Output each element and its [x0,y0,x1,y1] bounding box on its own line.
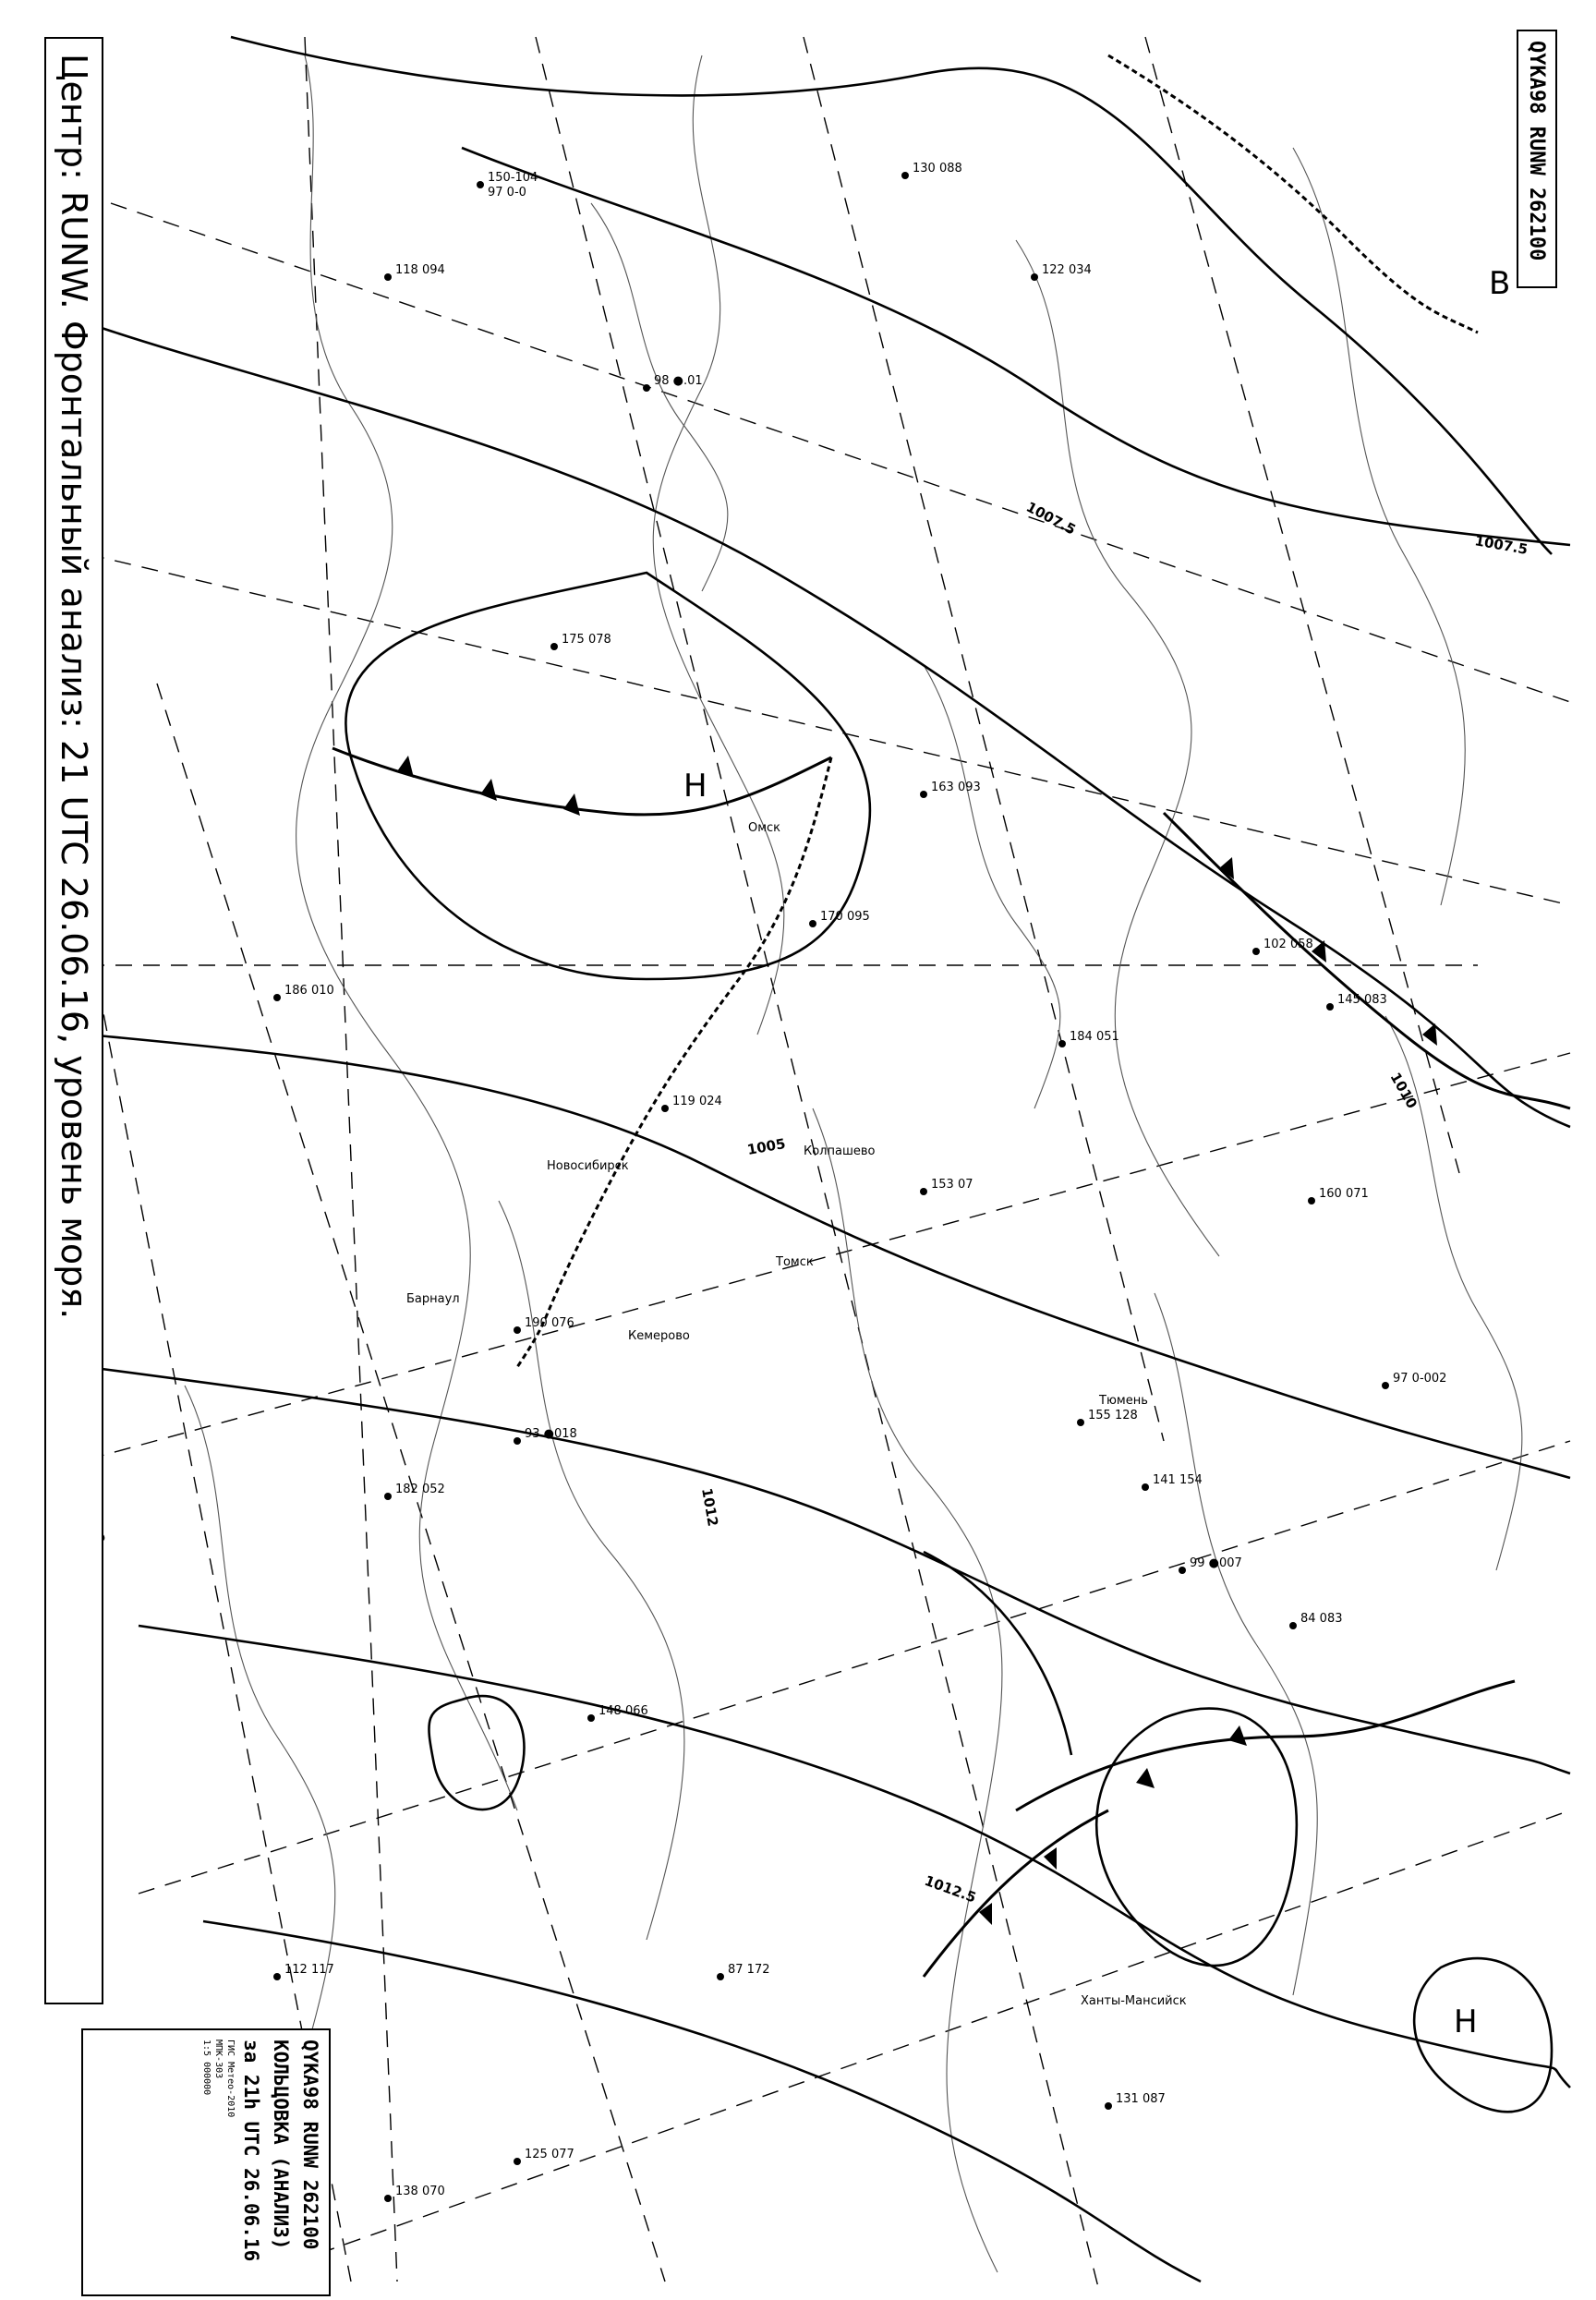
svg-text:182 052: 182 052 [395,1483,445,1496]
svg-text:125 077: 125 077 [525,2148,574,2161]
svg-text:122 034: 122 034 [1042,263,1092,277]
svg-text:153 07: 153 07 [931,1178,973,1192]
svg-text:131 087: 131 087 [1116,2092,1166,2106]
svg-text:130 088: 130 088 [913,162,962,176]
city-label: Томск [776,1255,814,1269]
svg-text:87 172: 87 172 [728,1963,770,1977]
high-pressure-label: В [1489,265,1511,302]
isobar-label: 1005 [745,1134,787,1158]
svg-text:84 083: 84 083 [1300,1612,1343,1626]
city-label: Тюмень [1099,1394,1148,1408]
low-pressure-label: Н [683,768,707,805]
svg-text:160 071: 160 071 [1319,1187,1369,1201]
isobar-label: 1012 [698,1486,722,1528]
svg-text:150-104: 150-104 [488,171,538,185]
low-pressure-label: Н [1454,2003,1478,2040]
isobar-label: 1010 [1386,1070,1421,1112]
svg-text:175 078: 175 078 [562,633,611,647]
svg-text:141 154: 141 154 [1153,1473,1203,1487]
bulletin-code-label: QYKA98 RUNW 262100 [1517,30,1557,288]
svg-text:155 128: 155 128 [1088,1409,1138,1422]
city-label: Барнаул [406,1292,460,1306]
svg-text:102 058: 102 058 [1264,938,1313,951]
svg-text:184 051: 184 051 [1070,1030,1119,1044]
stamp-code: QYKA98 RUNW 262100 [299,2040,321,2250]
isobar-label: 1007.5 [1023,498,1079,539]
stamp-scale: 1:5 000000 [201,2040,212,2096]
svg-text:99 ●007: 99 ●007 [1190,1556,1242,1570]
map-header [44,37,103,2004]
svg-text:119 024: 119 024 [672,1095,722,1108]
city-label: Ханты-Мансийск [1081,1994,1187,2008]
svg-text:98 ●.01: 98 ●.01 [654,374,703,388]
svg-text:170 095: 170 095 [820,910,870,924]
map-stamp [81,2028,331,2296]
svg-text:186 010: 186 010 [284,984,334,998]
svg-text:112 117: 112 117 [284,1963,334,1977]
svg-text:97 0-002: 97 0-002 [1393,1372,1447,1386]
svg-text:93 ●018: 93 ●018 [525,1427,577,1441]
page-title: Центр: RUNW. Фронтальный анализ: 21 UTC 26.06.16, уровень моря. [54,54,94,1320]
stamp-software: ГИС Метео-2010 [225,2040,236,2118]
svg-text:118 094: 118 094 [395,263,445,277]
city-label: Омск [748,821,781,835]
svg-text:148 066: 148 066 [598,1704,648,1718]
city-label: Новосибирск [547,1159,629,1173]
city-label: Колпашево [804,1144,876,1158]
svg-text:163 093: 163 093 [931,781,981,794]
stamp-projection: МПК-303 [213,2040,224,2079]
isobar-label: 1012.5 [922,1871,979,1907]
svg-text:97 0-0: 97 0-0 [488,186,526,200]
stamp-time: за 21h UTC 26.06.16 [240,2040,262,2262]
city-label: Кемерово [628,1329,690,1343]
stamp-station: КОЛЬЦОВКА (АНАЛИЗ) [270,2040,292,2250]
isobar-label: 1007.5 [1473,532,1530,558]
svg-text:145 083: 145 083 [1337,993,1387,1007]
svg-text:190 076: 190 076 [525,1316,574,1330]
svg-text:138 070: 138 070 [395,2185,445,2198]
